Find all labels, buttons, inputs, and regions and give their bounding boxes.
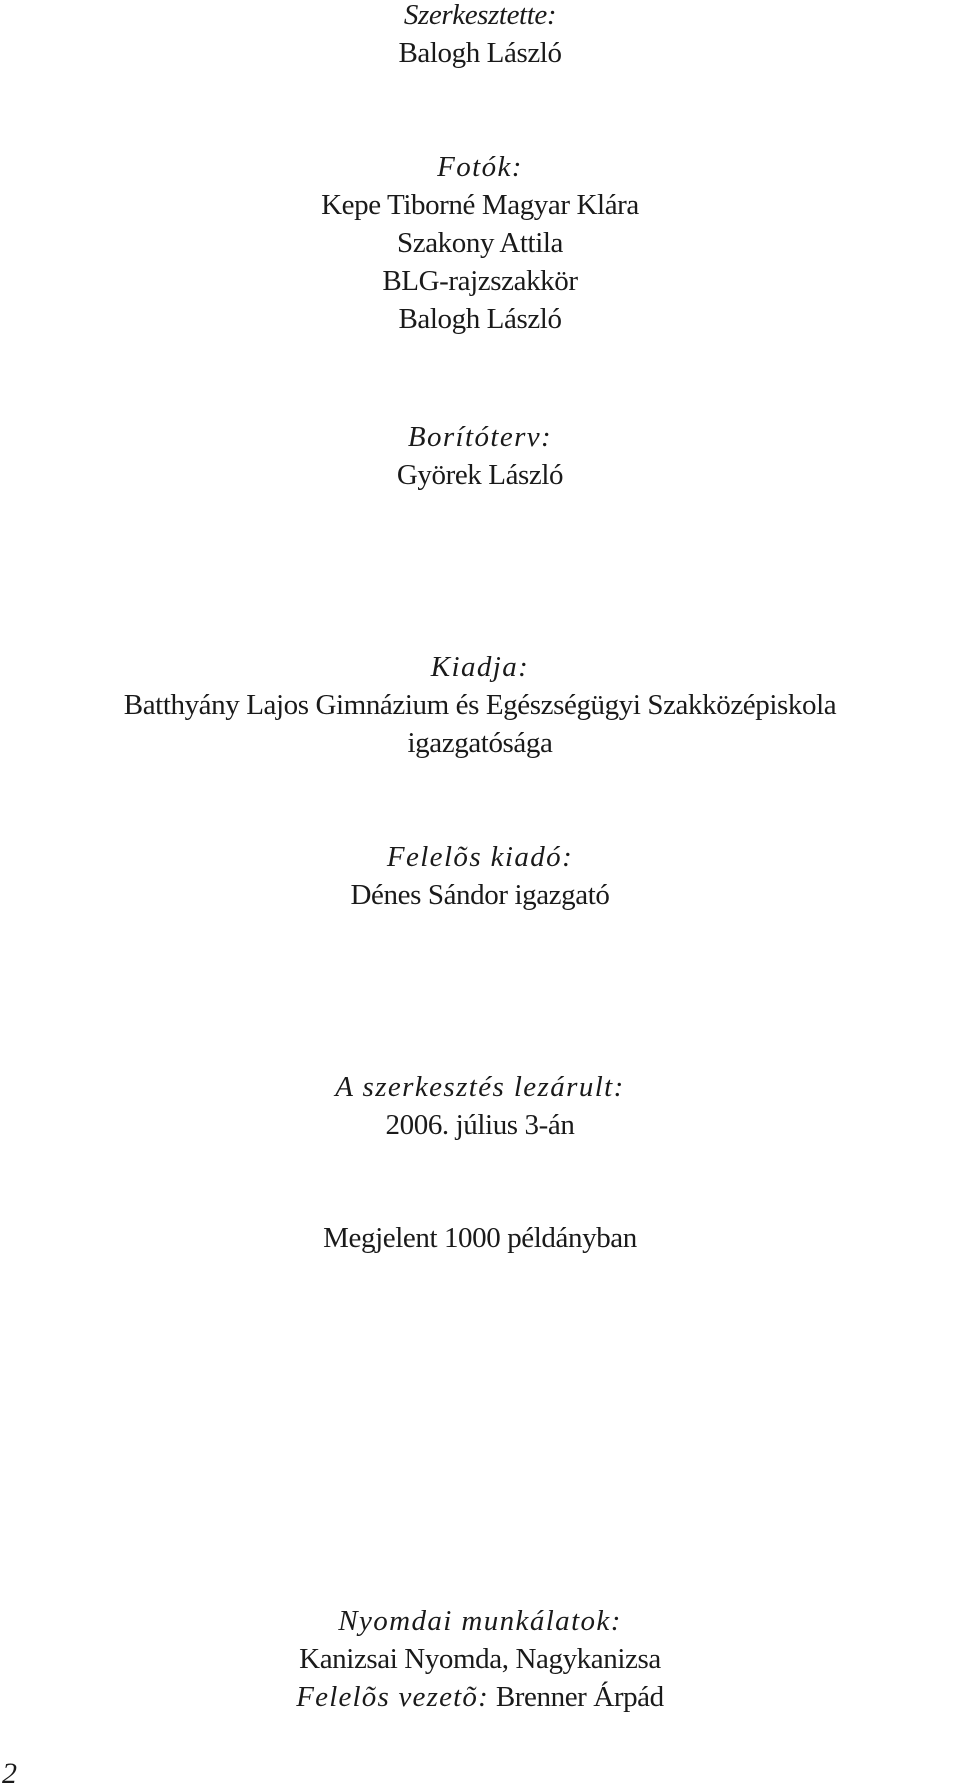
photos-section xyxy=(0,148,960,338)
cover-name: Györek László xyxy=(396,459,564,491)
printer-name: Kanizsai Nyomda, Nagykanizsa xyxy=(299,1643,661,1675)
closing-heading: A szerkesztés lezárult: xyxy=(335,1071,625,1103)
printing-heading: Nyomdai munkálatok: xyxy=(338,1605,622,1637)
editor-name: Balogh László xyxy=(398,37,562,69)
publisher-name-continued: igazgatósága xyxy=(407,727,553,759)
photos-name: Kepe Tiborné Magyar Klára xyxy=(321,189,639,221)
page-number: 2 xyxy=(2,1757,17,1790)
publisher-heading: Kiadja: xyxy=(430,651,530,683)
publisher-name: Batthyány Lajos Gimnázium és Egészségügyi Szakközépiskola xyxy=(123,689,837,721)
photos-heading: Fotók: xyxy=(437,151,523,183)
printing-manager-name: Brenner Árpád xyxy=(495,1681,664,1713)
publisher-section xyxy=(0,648,960,762)
responsible-publisher-heading: Felelõs kiadó: xyxy=(386,841,574,873)
photos-name: Balogh László xyxy=(398,303,562,335)
cover-heading: Borítóterv: xyxy=(407,421,553,453)
printing-manager-line xyxy=(0,1678,960,1716)
printing-section xyxy=(0,1602,960,1716)
print-run-section xyxy=(0,1219,960,1257)
editor-section xyxy=(0,0,960,72)
closing-date: 2006. július 3-án xyxy=(385,1109,575,1141)
photos-name: BLG-rajzszakkör xyxy=(382,265,578,297)
responsible-publisher-name: Dénes Sándor igazgató xyxy=(350,879,610,911)
editor-heading: Szerkesztette: xyxy=(403,0,557,31)
cover-section xyxy=(0,418,960,494)
photos-name: Szakony Attila xyxy=(397,227,563,259)
closing-section xyxy=(0,1068,960,1144)
printing-manager-label: Felelõs vezetõ: xyxy=(296,1681,489,1713)
responsible-publisher-section xyxy=(0,838,960,914)
print-run-text: Megjelent 1000 példányban xyxy=(323,1222,637,1254)
